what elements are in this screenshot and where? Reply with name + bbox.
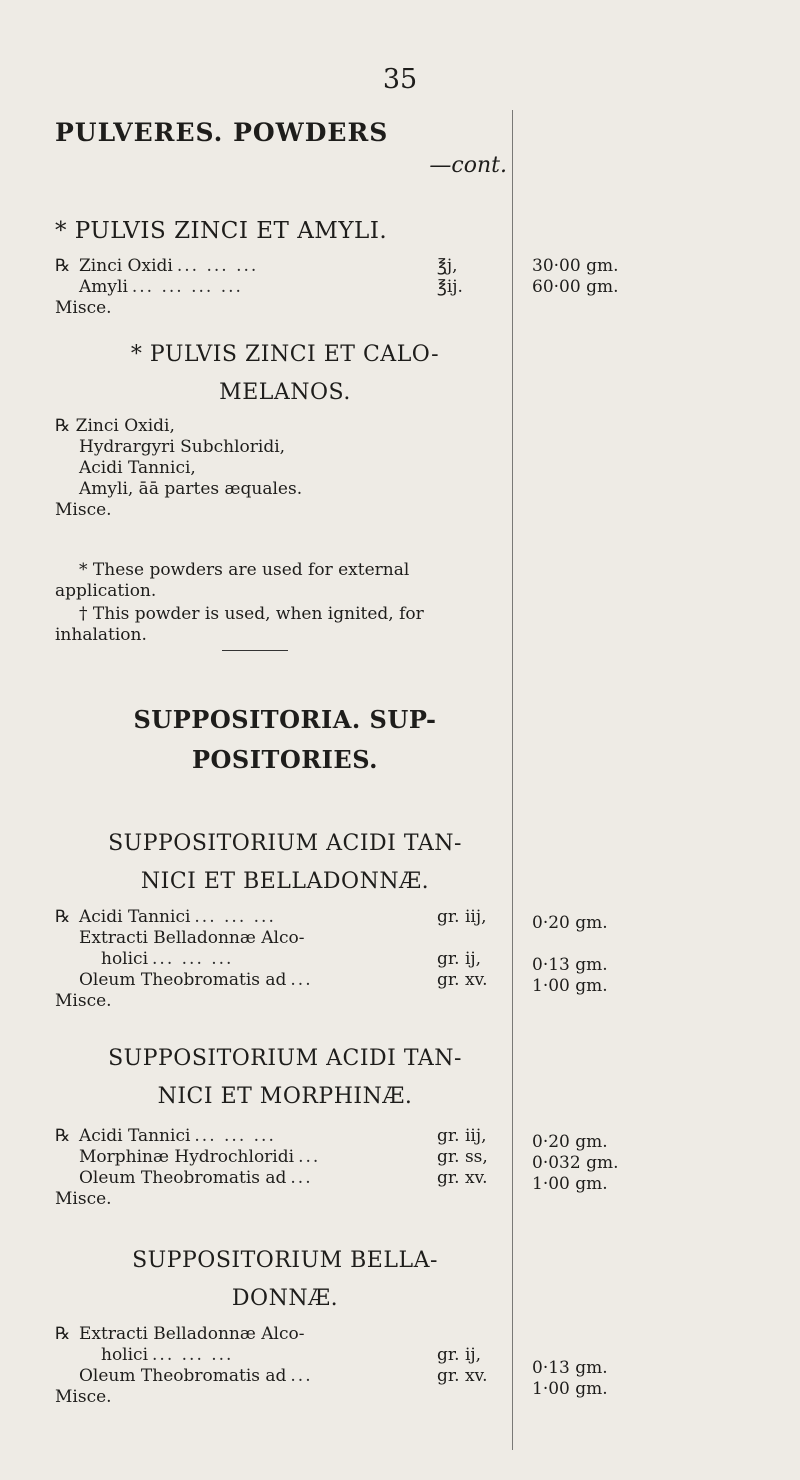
dose: gr. ij, (437, 1345, 482, 1365)
pulvis-zinci-calomelanos (55, 336, 515, 521)
leader-dots: ... ... ... (194, 1126, 276, 1146)
misce-label: Misce. (55, 1387, 112, 1407)
recipe-heading: SUPPOSITORIUM BELLA- (132, 1248, 438, 1273)
section-title: PULVERES. POWDERS (55, 118, 389, 147)
ingredient-name: Acidi Tannici (79, 1126, 191, 1146)
metric-dose: 0·13 gm. (532, 1358, 608, 1378)
ingredient-line: Hydrargyri Subchloridi, (79, 437, 286, 457)
misce-label: Misce. (55, 991, 112, 1011)
recipe-heading: SUPPOSITORIUM ACIDI TAN- (108, 1046, 462, 1071)
misce-label: Misce. (55, 1189, 112, 1209)
dose: ℥ij. (437, 277, 463, 297)
recipe-body (55, 1324, 515, 1408)
recipe-body (55, 256, 515, 319)
ingredient-row (55, 1147, 515, 1168)
dose: ℥j, (437, 256, 458, 276)
recipe-heading: SUPPOSITORIUM ACIDI TAN- (108, 831, 462, 856)
recipe-heading: DONNÆ. (231, 1286, 339, 1311)
dose: gr. ij, (437, 949, 482, 969)
dose: gr. iij, (437, 907, 487, 927)
section-title: SUPPOSITORIA. SUP- (133, 705, 437, 734)
metric-dose: 30·00 gm. (532, 256, 619, 276)
ingredient-row (55, 256, 515, 277)
ingredient-name: Oleum Theobromatis ad (79, 1366, 287, 1386)
ingredient-name: holici (101, 949, 149, 969)
metric-dose: 0·13 gm. (532, 955, 608, 975)
suppositories-section (55, 700, 515, 780)
metric-dose: 60·00 gm. (532, 277, 619, 297)
ingredient-row (55, 1345, 515, 1366)
leader-dots: ... (290, 1168, 313, 1188)
suppositorium-acidi-tannici-morphinae (55, 1040, 515, 1210)
ingredient-row (55, 1168, 515, 1189)
ingredient-name: Oleum Theobromatis ad (79, 970, 287, 990)
ingredient-row (55, 928, 515, 949)
leader-dots: ... ... ... (194, 907, 276, 927)
ingredient-name: Acidi Tannici (79, 907, 191, 927)
leader-dots: ... (290, 970, 313, 990)
recipe-heading: NICI ET MORPHINÆ. (157, 1084, 413, 1109)
ingredient-row (55, 907, 515, 928)
leader-dots: ... ... ... ... (131, 277, 243, 297)
ingredient-line: Acidi Tannici, (79, 458, 196, 478)
footnote: † This powder is used, when ignited, for inhalation. (55, 604, 424, 645)
section-divider (222, 650, 288, 651)
rx-symbol: ℞ (55, 1126, 71, 1146)
suppositorium-belladonnae (55, 1242, 515, 1408)
footnote: * These powders are used for external application. (55, 560, 410, 601)
metric-dose: 0·20 gm. (532, 913, 608, 933)
ingredient-name: Morphinæ Hydrochloridi (79, 1147, 295, 1167)
ingredient-row (55, 1366, 515, 1387)
metric-dose: 1·00 gm. (532, 1379, 608, 1399)
metric-dose: 0·032 gm. (532, 1153, 619, 1173)
ingredient-name: Oleum Theobromatis ad (79, 1168, 287, 1188)
dose: gr. xv. (437, 1366, 488, 1386)
misce-label: Misce. (55, 298, 112, 318)
ingredient-name: Amyli (79, 277, 128, 297)
metric-dose: 1·00 gm. (532, 976, 608, 996)
leader-dots: ... (290, 1366, 313, 1386)
suppositorium-acidi-tannici-belladonnae (55, 825, 515, 1012)
rx-symbol: ℞ (55, 256, 71, 276)
rx-symbol: ℞ (55, 1324, 71, 1344)
recipe-heading: MELANOS. (219, 380, 351, 405)
recipe-heading: * PULVIS ZINCI ET AMYLI. (55, 218, 388, 244)
metric-dose: 1·00 gm. (532, 1174, 608, 1194)
recipe-body (55, 1126, 515, 1210)
powders-section (55, 118, 515, 178)
dose: gr. ss, (437, 1147, 488, 1167)
leader-dots: ... (298, 1147, 321, 1167)
ingredient-name: Zinci Oxidi (79, 256, 173, 276)
section-title: POSITORIES. (191, 745, 379, 774)
recipe-body (55, 907, 515, 1012)
pulvis-zinci-amyli (55, 212, 515, 319)
leader-dots: ... ... ... (176, 256, 259, 276)
misce-label: Misce. (55, 500, 112, 520)
leader-dots: ... ... ... (152, 1345, 234, 1365)
ingredient-name: Extracti Belladonnæ Alco- (79, 928, 305, 948)
ingredient-line: ℞ Zinci Oxidi, (55, 416, 175, 436)
ingredient-row (55, 970, 515, 991)
dose: gr. iij, (437, 1126, 487, 1146)
continued-label: —cont. (429, 153, 507, 178)
rx-symbol: ℞ (55, 907, 71, 927)
page-number: 35 (382, 64, 418, 95)
ingredient-name: Extracti Belladonnæ Alco- (79, 1324, 305, 1344)
ingredient-row (55, 949, 515, 970)
ingredient-row (55, 277, 515, 298)
ingredient-row (55, 1324, 515, 1345)
leader-dots: ... ... ... (152, 949, 234, 969)
dose: gr. xv. (437, 1168, 488, 1188)
ingredient-row (55, 1126, 515, 1147)
metric-dose: 0·20 gm. (532, 1132, 608, 1152)
dose: gr. xv. (437, 970, 488, 990)
recipe-body (55, 416, 515, 521)
ingredient-line: Amyli, āā partes æquales. (79, 479, 303, 499)
recipe-heading: NICI ET BELLADONNÆ. (140, 869, 430, 894)
recipe-heading: * PULVIS ZINCI ET CALO- (130, 342, 440, 367)
ingredient-name: holici (101, 1345, 149, 1365)
footnotes (55, 560, 515, 646)
